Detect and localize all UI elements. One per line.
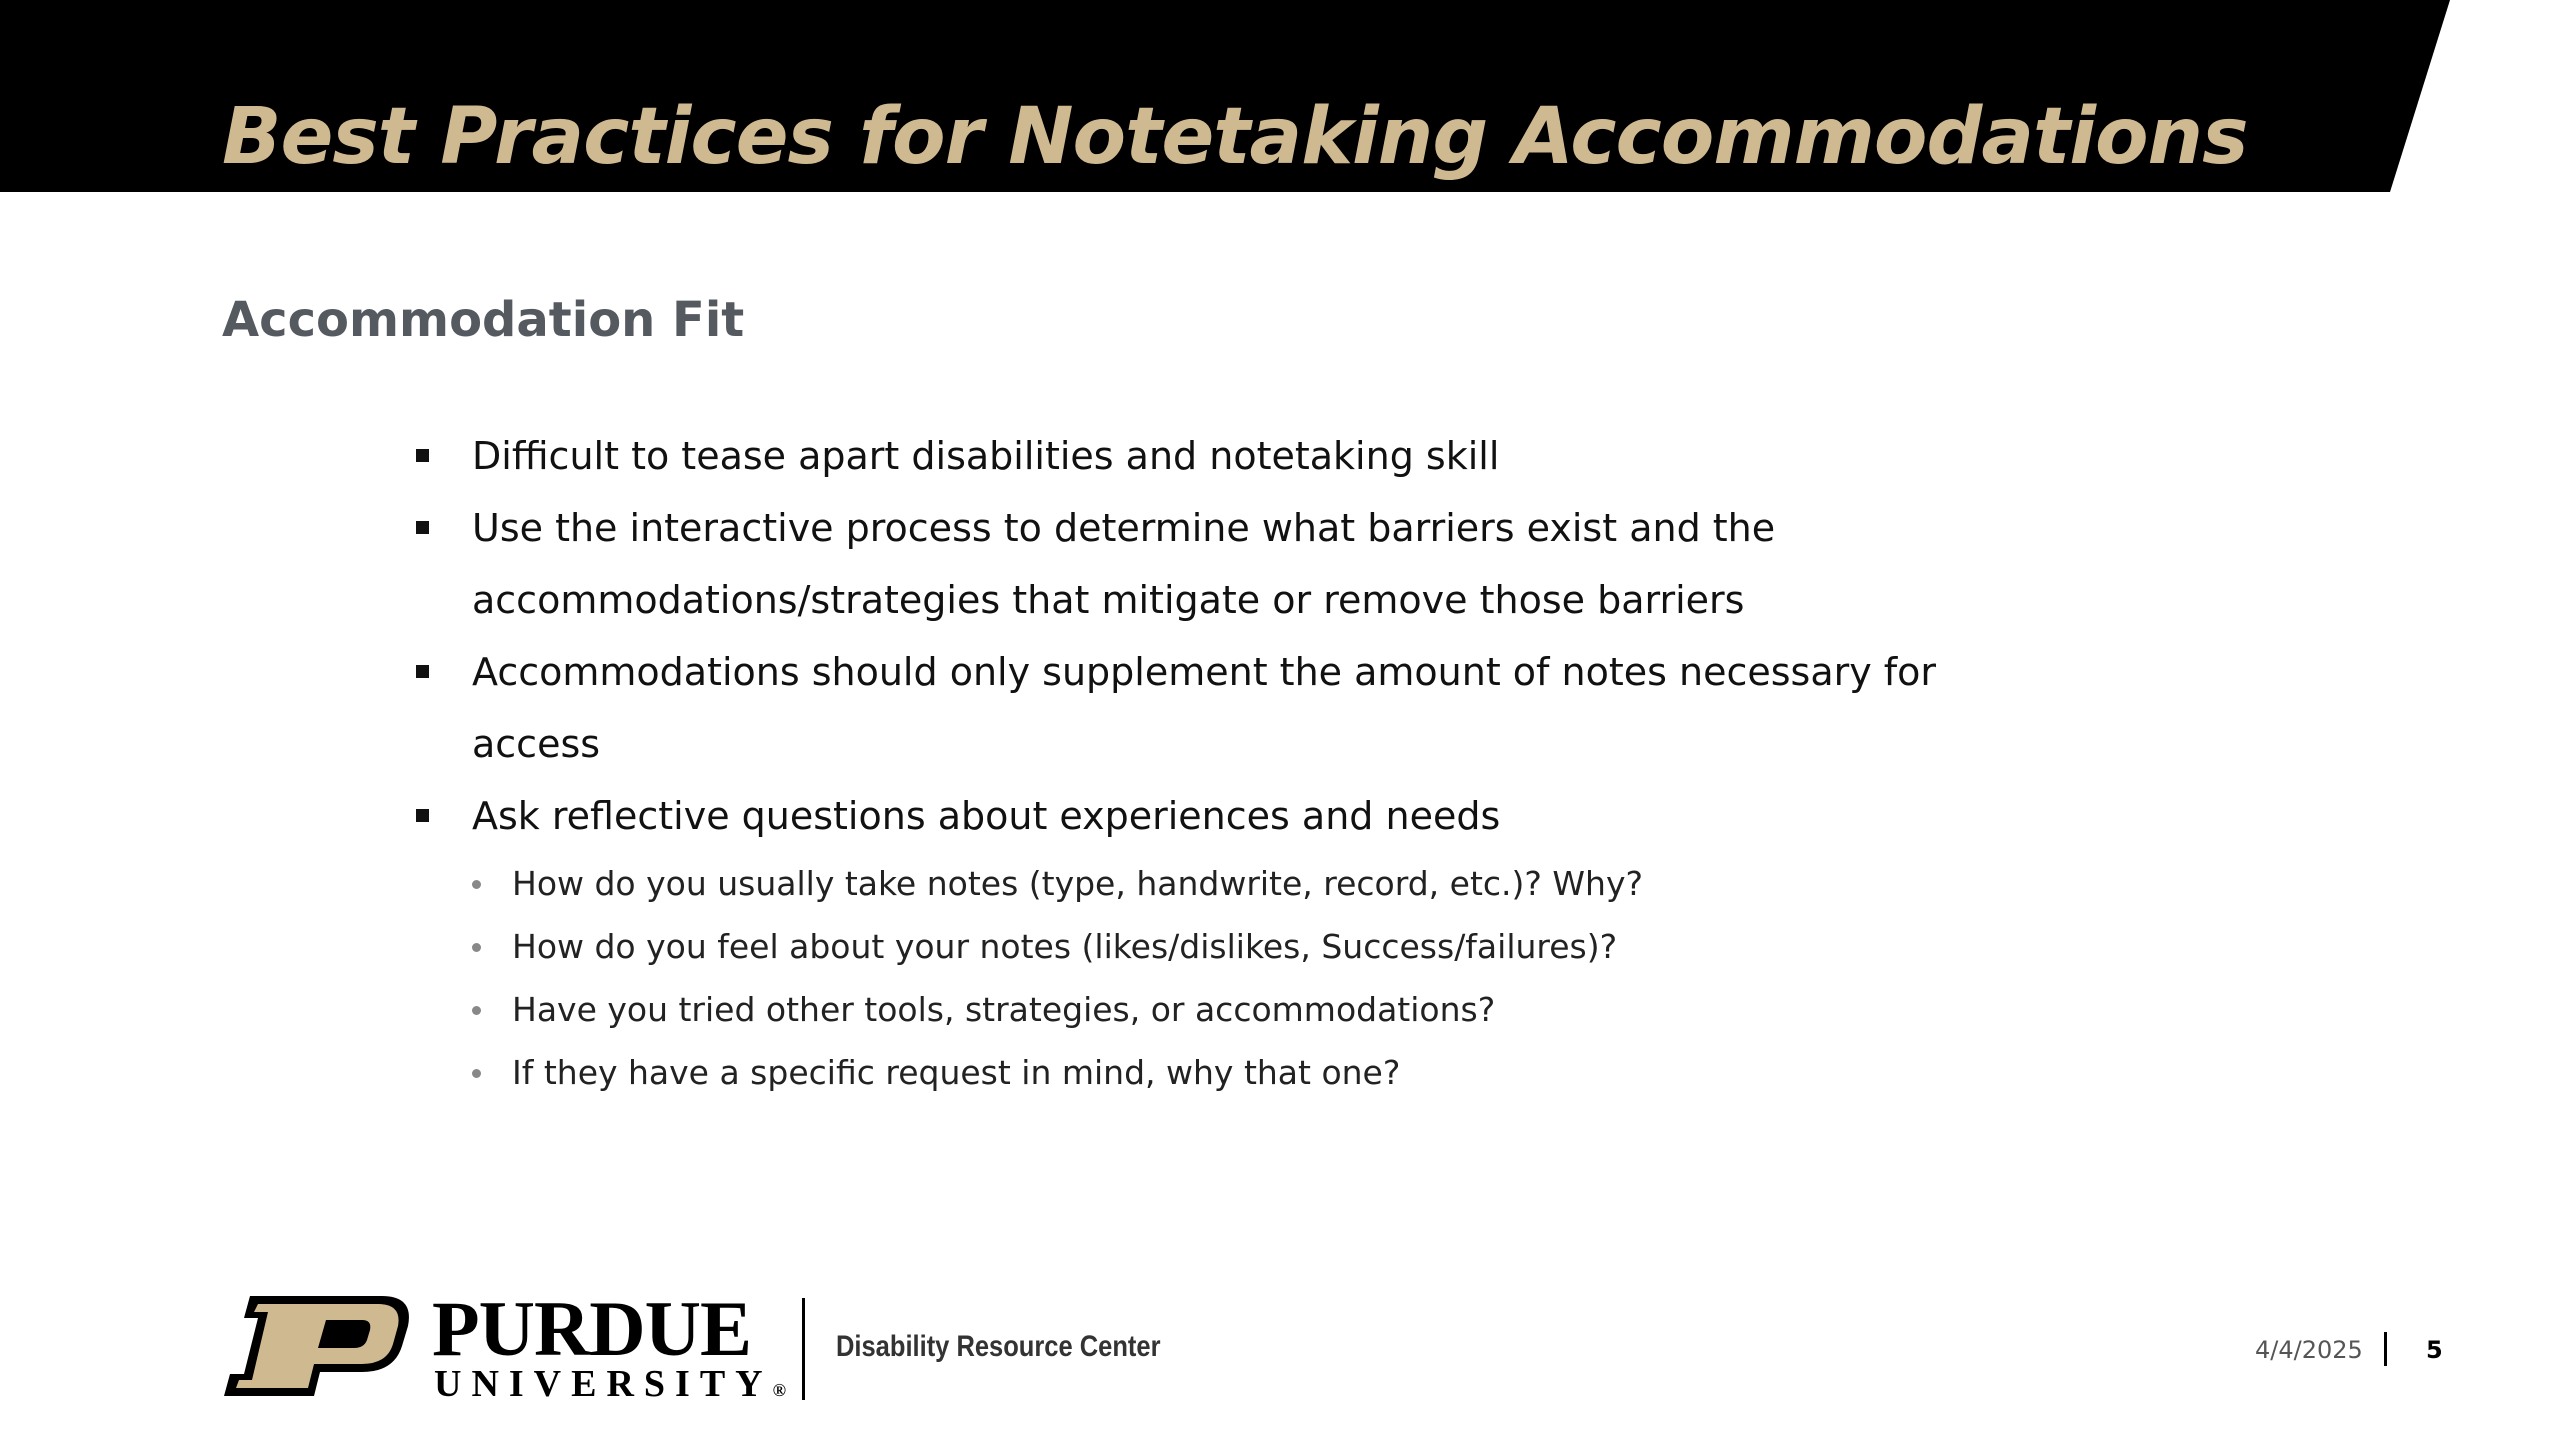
square-bullet-icon bbox=[416, 449, 429, 462]
round-bullet-icon bbox=[472, 1069, 481, 1078]
bullet-item bbox=[412, 420, 1972, 492]
bullet-text: Accommodations should only supplement the amount of notes necessary for access bbox=[472, 650, 1937, 766]
sub-bullet-text: How do you feel about your notes (likes/dislikes, Success/failures)? bbox=[512, 927, 1618, 966]
slide-subtitle: Accommodation Fit bbox=[222, 292, 745, 348]
footer-divider bbox=[802, 1298, 805, 1400]
purdue-wordmark: PURDUE bbox=[432, 1285, 751, 1372]
round-bullet-icon bbox=[472, 943, 481, 952]
page-number-divider bbox=[2384, 1332, 2387, 1366]
department-name: Disability Resource Center bbox=[836, 1330, 1161, 1363]
sub-bullet-list bbox=[472, 852, 1972, 1104]
round-bullet-icon bbox=[472, 880, 481, 889]
square-bullet-icon bbox=[416, 809, 429, 822]
slide-date: 4/4/2025 bbox=[2255, 1336, 2363, 1364]
bullet-text: Difficult to tease apart disabilities and notetaking skill bbox=[472, 434, 1500, 478]
square-bullet-icon bbox=[416, 665, 429, 678]
bullet-item bbox=[412, 780, 1972, 1104]
sub-bullet-text: How do you usually take notes (type, handwrite, record, etc.)? Why? bbox=[512, 864, 1644, 903]
page-number: 5 bbox=[2426, 1336, 2443, 1364]
sub-bullet-text: Have you tried other tools, strategies, or accommodations? bbox=[512, 990, 1496, 1029]
university-wordmark: UNIVERSITY® bbox=[434, 1363, 787, 1405]
sub-bullet-item bbox=[472, 852, 1972, 915]
square-bullet-icon bbox=[416, 521, 429, 534]
footer bbox=[222, 1285, 2422, 1410]
bullet-text: Use the interactive process to determine what barriers exist and the accommodations/strategies that mitigate or remove those barriers bbox=[472, 506, 1776, 622]
bullet-item bbox=[412, 636, 1972, 780]
sub-bullet-item bbox=[472, 978, 1972, 1041]
bullet-text: Ask reflective questions about experiences and needs bbox=[472, 794, 1501, 838]
sub-bullet-text: If they have a specific request in mind, why that one? bbox=[512, 1053, 1401, 1092]
round-bullet-icon bbox=[472, 1006, 481, 1015]
sub-bullet-item bbox=[472, 1041, 1972, 1104]
bullet-list bbox=[412, 420, 1972, 1104]
purdue-p-logo-icon bbox=[222, 1294, 412, 1398]
bullet-item bbox=[412, 492, 1972, 636]
slide-title: Best Practices for Notetaking Accommodations bbox=[222, 92, 2248, 182]
registered-mark: ® bbox=[772, 1380, 787, 1400]
sub-bullet-item bbox=[472, 915, 1972, 978]
